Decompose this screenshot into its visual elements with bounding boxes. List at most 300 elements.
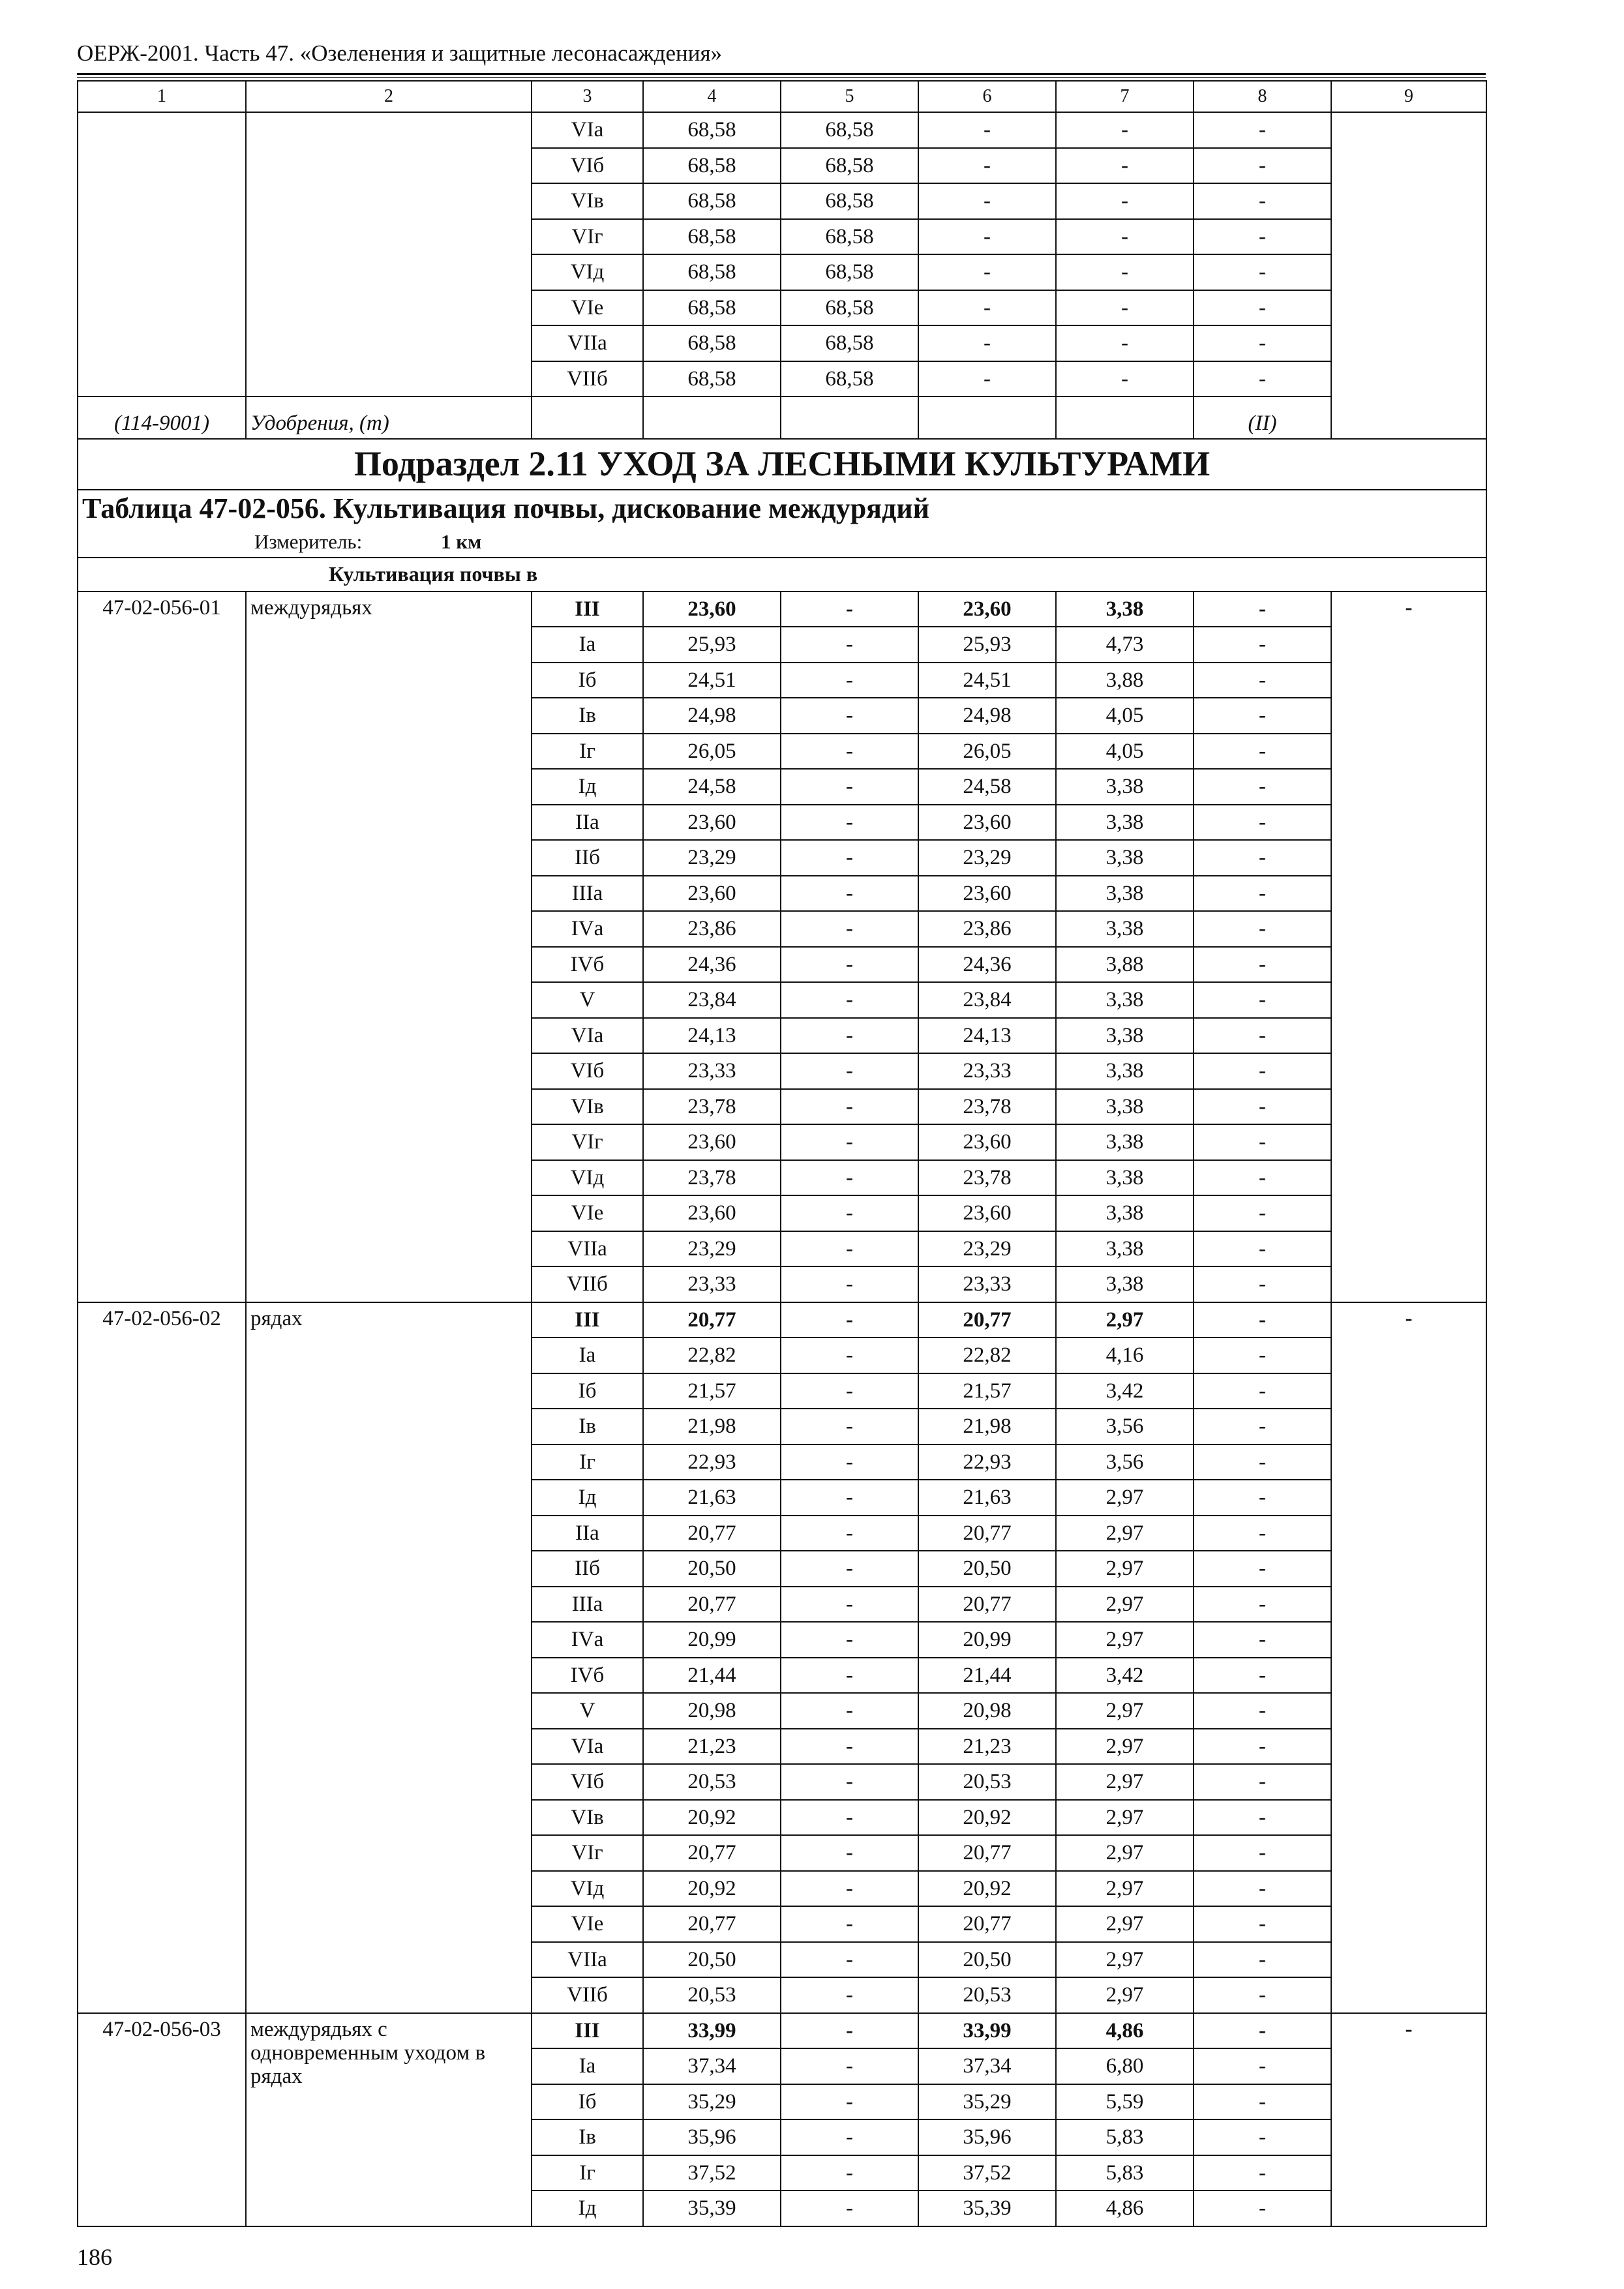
value-cell: - (1194, 254, 1331, 290)
group-cell: VIIа (532, 1942, 643, 1978)
value-cell: 20,77 (643, 1587, 781, 1623)
value-cell: - (1056, 183, 1194, 219)
group-cell: IVб (532, 1658, 643, 1694)
value-cell: - (781, 1160, 918, 1196)
value-cell: - (1194, 148, 1331, 184)
value-cell: 5,83 (1056, 2155, 1194, 2191)
table-row (78, 112, 1486, 148)
value-cell: - (1056, 361, 1194, 397)
value-cell: - (1194, 1622, 1331, 1658)
value-cell: 22,93 (643, 1444, 781, 1480)
col9-cell: - (1331, 2013, 1486, 2226)
rate-name: рядах (246, 1302, 532, 2013)
value-cell: 25,93 (643, 627, 781, 663)
value-cell: 20,53 (643, 1764, 781, 1800)
value-cell: - (781, 734, 918, 770)
value-cell: 24,36 (643, 947, 781, 983)
group-cell: Iа (532, 2048, 643, 2084)
value-cell: - (918, 112, 1056, 148)
value-cell: 24,98 (918, 698, 1056, 734)
value-cell: - (1194, 1871, 1331, 1907)
value-cell: 4,86 (1056, 2191, 1194, 2226)
value-cell: - (781, 947, 918, 983)
value-cell: 23,33 (643, 1053, 781, 1089)
section-title: Подраздел 2.11 УХОД ЗА ЛЕСНЫМИ КУЛЬТУРАМИ (78, 439, 1486, 490)
value-cell: - (781, 1622, 918, 1658)
column-number: 3 (532, 81, 643, 112)
value-cell: 21,57 (918, 1373, 1056, 1409)
value-cell: - (781, 1409, 918, 1444)
value-cell: - (1194, 219, 1331, 255)
value-cell: 20,77 (918, 1516, 1056, 1551)
value-cell: 24,58 (918, 769, 1056, 805)
value-cell: - (918, 219, 1056, 255)
value-cell: 22,82 (643, 1338, 781, 1373)
value-cell: - (918, 254, 1056, 290)
group-cell: VIIб (532, 1977, 643, 2013)
value-cell: 37,52 (643, 2155, 781, 2191)
value-cell: 68,58 (643, 219, 781, 255)
value-cell: - (1194, 1089, 1331, 1125)
value-cell: - (781, 1764, 918, 1800)
value-cell: 2,97 (1056, 1871, 1194, 1907)
value-cell: - (1194, 769, 1331, 805)
group-cell: VIе (532, 1906, 643, 1942)
value-cell: 2,97 (1056, 1729, 1194, 1765)
value-cell: 4,05 (1056, 734, 1194, 770)
value-cell: 23,86 (643, 911, 781, 947)
value-cell: 3,88 (1056, 947, 1194, 983)
group-cell: VIа (532, 1018, 643, 1054)
group-cell: VIб (532, 1053, 643, 1089)
group-cell: V (532, 1693, 643, 1729)
value-cell: - (1194, 1018, 1331, 1054)
value-cell: - (1194, 1302, 1331, 1338)
value-cell: 20,99 (918, 1622, 1056, 1658)
value-cell: - (781, 2191, 918, 2226)
value-cell: - (781, 876, 918, 912)
value-cell: 35,39 (918, 2191, 1056, 2226)
value-cell: - (781, 1089, 918, 1125)
value-cell: 20,98 (643, 1693, 781, 1729)
value-cell: - (781, 1338, 918, 1373)
value-cell: - (781, 1231, 918, 1267)
value-cell: - (1194, 982, 1331, 1018)
col9-cell: - (1331, 1302, 1486, 2013)
column-number: 8 (1194, 81, 1331, 112)
value-cell: 2,97 (1056, 1551, 1194, 1587)
column-number: 6 (918, 81, 1056, 112)
header-rule-thin (77, 77, 1486, 78)
group-cell: VIIа (532, 325, 643, 361)
section-title-row (78, 439, 1486, 490)
value-cell: - (1194, 2084, 1331, 2120)
empty-cell (1056, 396, 1194, 439)
value-cell: 24,98 (643, 698, 781, 734)
value-cell: 23,60 (918, 1195, 1056, 1231)
value-cell: 20,50 (918, 1942, 1056, 1978)
value-cell: - (1194, 2191, 1331, 2226)
group-cell: IIа (532, 1516, 643, 1551)
value-cell: - (1194, 947, 1331, 983)
col9-cell-empty (1331, 112, 1486, 439)
value-cell: 2,97 (1056, 1977, 1194, 2013)
value-cell: 20,77 (918, 1587, 1056, 1623)
value-cell: 20,77 (918, 1302, 1056, 1338)
value-cell: 23,60 (918, 1124, 1056, 1160)
value-cell: 25,93 (918, 627, 1056, 663)
value-cell: - (781, 1906, 918, 1942)
value-cell: - (918, 325, 1056, 361)
value-cell: 68,58 (643, 254, 781, 290)
empty-cell (643, 396, 781, 439)
group-cell: Iа (532, 627, 643, 663)
value-cell: 3,38 (1056, 876, 1194, 912)
value-cell: - (781, 1124, 918, 1160)
value-cell: - (1194, 1764, 1331, 1800)
group-cell: IVа (532, 911, 643, 947)
value-cell: 21,57 (643, 1373, 781, 1409)
value-cell: - (1194, 1587, 1331, 1623)
value-cell: 68,58 (781, 219, 918, 255)
value-cell: - (781, 2048, 918, 2084)
value-cell: - (1194, 876, 1331, 912)
value-cell: - (1056, 112, 1194, 148)
value-cell: 20,53 (918, 1764, 1056, 1800)
value-cell: 3,38 (1056, 840, 1194, 876)
column-number: 7 (1056, 81, 1194, 112)
value-cell: 68,58 (643, 183, 781, 219)
value-cell: 2,97 (1056, 1622, 1194, 1658)
subheading: Культивация почвы в (78, 558, 1486, 591)
value-cell: 3,38 (1056, 1266, 1194, 1302)
group-cell: VIг (532, 1124, 643, 1160)
value-cell: 23,60 (643, 591, 781, 627)
group-cell: VIе (532, 1195, 643, 1231)
value-cell: - (781, 1800, 918, 1836)
value-cell: 23,29 (918, 1231, 1056, 1267)
value-cell: 68,58 (781, 325, 918, 361)
value-cell: 2,97 (1056, 1516, 1194, 1551)
value-cell: - (1056, 325, 1194, 361)
group-cell: IIа (532, 805, 643, 841)
value-cell: 3,42 (1056, 1373, 1194, 1409)
value-cell: 4,86 (1056, 2013, 1194, 2049)
value-cell: - (918, 290, 1056, 326)
value-cell: 23,60 (918, 876, 1056, 912)
page-number: 186 (77, 2244, 112, 2270)
value-cell: 2,97 (1056, 1835, 1194, 1871)
value-cell: 26,05 (918, 734, 1056, 770)
group-cell: VIIа (532, 1231, 643, 1267)
value-cell: - (1194, 1729, 1331, 1765)
value-cell: - (1194, 1338, 1331, 1373)
group-cell: IIIа (532, 1587, 643, 1623)
value-cell: - (781, 1444, 918, 1480)
resource-code: (114-9001) (78, 396, 246, 439)
value-cell: 68,58 (781, 361, 918, 397)
empty-cell (918, 396, 1056, 439)
group-cell: IVа (532, 1622, 643, 1658)
value-cell: - (1056, 219, 1194, 255)
group-cell: VIд (532, 254, 643, 290)
footnote-row (78, 396, 1486, 439)
value-cell: 37,52 (918, 2155, 1056, 2191)
value-cell: - (1194, 183, 1331, 219)
value-cell: - (781, 698, 918, 734)
value-cell: - (781, 1551, 918, 1587)
rate-code: 47-02-056-01 (78, 591, 246, 1302)
header-rule (77, 73, 1486, 75)
value-cell: - (781, 1587, 918, 1623)
table-title: Таблица 47-02-056. Культивация почвы, дискование междурядий (78, 490, 1486, 528)
group-cell: VIд (532, 1160, 643, 1196)
value-cell: - (781, 1693, 918, 1729)
value-cell: 68,58 (781, 290, 918, 326)
column-number: 1 (78, 81, 246, 112)
group-cell: VIб (532, 148, 643, 184)
group-cell: IVб (532, 947, 643, 983)
column-number-row (78, 81, 1486, 112)
value-cell: - (781, 982, 918, 1018)
value-cell: - (1194, 1231, 1331, 1267)
value-cell: - (1194, 840, 1331, 876)
value-cell: 23,78 (643, 1089, 781, 1125)
value-cell: - (781, 840, 918, 876)
group-cell: III (532, 1302, 643, 1338)
value-cell: 23,29 (643, 1231, 781, 1267)
group-cell: Iб (532, 1373, 643, 1409)
value-cell: 33,99 (918, 2013, 1056, 2049)
value-cell: - (1194, 112, 1331, 148)
value-cell: 21,63 (643, 1480, 781, 1516)
value-cell: - (1194, 1800, 1331, 1836)
value-cell: 68,58 (781, 148, 918, 184)
value-cell: 20,92 (643, 1800, 781, 1836)
value-cell: 23,60 (643, 1195, 781, 1231)
value-cell: 37,34 (643, 2048, 781, 2084)
value-cell: 23,33 (918, 1266, 1056, 1302)
empty-cell (781, 396, 918, 439)
group-cell: VIг (532, 1835, 643, 1871)
value-cell: 3,38 (1056, 1018, 1194, 1054)
value-cell: - (781, 2084, 918, 2120)
rate-name: междурядьях (246, 591, 532, 1302)
value-cell: - (1194, 805, 1331, 841)
value-cell: 6,80 (1056, 2048, 1194, 2084)
value-cell: 5,83 (1056, 2119, 1194, 2155)
group-cell: Iв (532, 2119, 643, 2155)
rates-table (77, 80, 1487, 2227)
group-cell: IIб (532, 840, 643, 876)
value-cell: 23,78 (918, 1089, 1056, 1125)
value-cell: 3,56 (1056, 1409, 1194, 1444)
value-cell: 20,92 (918, 1800, 1056, 1836)
value-cell: 20,53 (643, 1977, 781, 2013)
column-number: 5 (781, 81, 918, 112)
value-cell: - (1194, 2119, 1331, 2155)
rate-code: 47-02-056-02 (78, 1302, 246, 2013)
value-cell: - (1194, 1835, 1331, 1871)
value-cell: 20,77 (643, 1906, 781, 1942)
value-cell: 20,77 (643, 1835, 781, 1871)
value-cell: 68,58 (781, 112, 918, 148)
value-cell: 3,38 (1056, 591, 1194, 627)
value-cell: - (781, 1729, 918, 1765)
value-cell: - (781, 1658, 918, 1694)
group-cell: Iб (532, 663, 643, 698)
value-cell: - (1194, 1053, 1331, 1089)
value-cell: - (1194, 1195, 1331, 1231)
value-cell: 4,16 (1056, 1338, 1194, 1373)
value-cell: - (1056, 290, 1194, 326)
value-cell: 5,59 (1056, 2084, 1194, 2120)
group-cell: VIа (532, 1729, 643, 1765)
value-cell: 20,50 (918, 1551, 1056, 1587)
value-cell: - (781, 1053, 918, 1089)
value-cell: - (1194, 1551, 1331, 1587)
group-cell: Iб (532, 2084, 643, 2120)
value-cell: 68,58 (781, 254, 918, 290)
table-row (78, 2013, 1486, 2049)
value-cell: 24,13 (643, 1018, 781, 1054)
value-cell: - (1194, 1480, 1331, 1516)
value-cell: 22,82 (918, 1338, 1056, 1373)
value-cell: 2,97 (1056, 1693, 1194, 1729)
rate-code: 47-02-056-03 (78, 2013, 246, 2226)
value-cell: 35,96 (918, 2119, 1056, 2155)
value-cell: 21,98 (643, 1409, 781, 1444)
value-cell: - (781, 1302, 918, 1338)
value-cell: 3,42 (1056, 1658, 1194, 1694)
group-cell: Iг (532, 734, 643, 770)
group-cell: VIа (532, 112, 643, 148)
value-cell: 3,38 (1056, 1124, 1194, 1160)
value-cell: 24,36 (918, 947, 1056, 983)
value-cell: 4,73 (1056, 627, 1194, 663)
value-cell: 24,51 (918, 663, 1056, 698)
value-cell: - (1194, 591, 1331, 627)
value-cell: 23,86 (918, 911, 1056, 947)
value-cell: - (781, 2013, 918, 2049)
value-cell: - (781, 911, 918, 947)
value-cell: - (1194, 627, 1331, 663)
value-cell: 20,77 (918, 1835, 1056, 1871)
value-cell: 2,97 (1056, 1587, 1194, 1623)
value-cell: - (781, 769, 918, 805)
value-cell: - (918, 361, 1056, 397)
measure-value: 1 км (441, 530, 482, 554)
value-cell: - (781, 2155, 918, 2191)
value-cell: 3,38 (1056, 982, 1194, 1018)
measure-row (78, 528, 1486, 558)
group-cell: VIб (532, 1764, 643, 1800)
group-cell: VIIб (532, 1266, 643, 1302)
value-cell: 20,77 (643, 1516, 781, 1551)
group-cell: VIд (532, 1871, 643, 1907)
value-cell: 2,97 (1056, 1906, 1194, 1942)
name-cell-empty (246, 112, 532, 396)
value-cell: - (1194, 1658, 1331, 1694)
group-cell: VIIб (532, 361, 643, 397)
group-cell: Iв (532, 698, 643, 734)
value-cell: 20,53 (918, 1977, 1056, 2013)
column-number: 4 (643, 81, 781, 112)
value-cell: - (781, 1871, 918, 1907)
value-cell: 23,29 (918, 840, 1056, 876)
group-cell: Iа (532, 1338, 643, 1373)
value-cell: 24,13 (918, 1018, 1056, 1054)
table-row (78, 591, 1486, 627)
value-cell: 24,51 (643, 663, 781, 698)
value-cell: - (1194, 1409, 1331, 1444)
value-cell: - (781, 591, 918, 627)
value-cell: 23,60 (918, 805, 1056, 841)
rate-name: междурядьях с одновременным уходом в рядах (246, 2013, 532, 2226)
value-cell: 23,60 (643, 876, 781, 912)
value-cell: 37,34 (918, 2048, 1056, 2084)
value-cell: 3,38 (1056, 1160, 1194, 1196)
value-cell: 3,38 (1056, 1053, 1194, 1089)
value-cell: - (1194, 325, 1331, 361)
value-cell: - (1056, 148, 1194, 184)
value-cell: - (1194, 911, 1331, 947)
group-cell: Iд (532, 1480, 643, 1516)
value-cell: 20,98 (918, 1693, 1056, 1729)
value-cell: 23,60 (643, 805, 781, 841)
value-cell: 68,58 (643, 325, 781, 361)
value-cell: - (918, 183, 1056, 219)
value-cell: 23,78 (643, 1160, 781, 1196)
value-cell: - (781, 1018, 918, 1054)
value-cell: 35,29 (643, 2084, 781, 2120)
value-cell: - (781, 805, 918, 841)
value-cell: - (1194, 1444, 1331, 1480)
group-cell: Iд (532, 769, 643, 805)
value-cell: - (1194, 734, 1331, 770)
value-cell: - (1194, 1266, 1331, 1302)
value-cell: 23,60 (643, 1124, 781, 1160)
value-cell: 23,33 (918, 1053, 1056, 1089)
value-cell: - (1194, 1693, 1331, 1729)
value-cell: 23,29 (643, 840, 781, 876)
value-cell: 3,38 (1056, 1231, 1194, 1267)
value-cell: 2,97 (1056, 1302, 1194, 1338)
group-cell: VIв (532, 1800, 643, 1836)
value-cell: - (1194, 1373, 1331, 1409)
value-cell: 23,78 (918, 1160, 1056, 1196)
value-cell: - (1194, 290, 1331, 326)
value-cell: - (1194, 1124, 1331, 1160)
value-cell: - (781, 1942, 918, 1978)
value-cell: 3,38 (1056, 1089, 1194, 1125)
group-cell: Iг (532, 2155, 643, 2191)
resource-name: Удобрения, (т) (246, 396, 532, 439)
value-cell: 68,58 (643, 148, 781, 184)
value-cell: 23,84 (918, 982, 1056, 1018)
value-cell: - (1194, 1160, 1331, 1196)
value-cell: 3,88 (1056, 663, 1194, 698)
value-cell: 2,97 (1056, 1764, 1194, 1800)
value-cell: 26,05 (643, 734, 781, 770)
value-cell: 23,33 (643, 1266, 781, 1302)
value-cell: 33,99 (643, 2013, 781, 2049)
value-cell: 3,38 (1056, 769, 1194, 805)
value-cell: - (781, 1373, 918, 1409)
value-cell: - (781, 1195, 918, 1231)
value-cell: 3,56 (1056, 1444, 1194, 1480)
value-cell: 23,84 (643, 982, 781, 1018)
